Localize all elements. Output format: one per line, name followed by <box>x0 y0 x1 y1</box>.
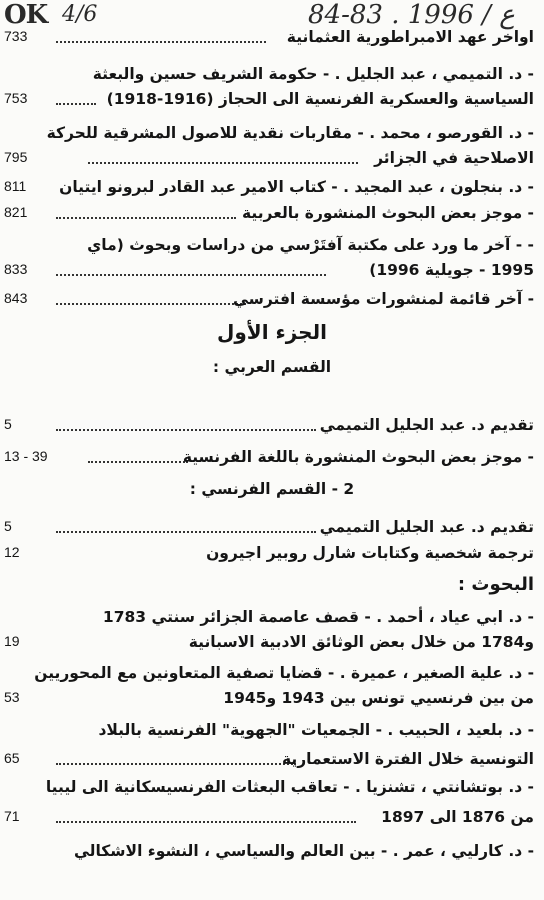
dot-leader <box>56 749 296 765</box>
toc-entry <box>0 774 544 798</box>
toc-entry <box>0 444 544 468</box>
dot-leader <box>88 447 188 463</box>
dot-leader <box>56 260 326 276</box>
research-heading-row <box>0 572 544 596</box>
toc-entry <box>0 804 544 828</box>
page-number: 53 <box>4 689 20 705</box>
page-number: 5 <box>4 416 12 432</box>
toc-entry <box>0 717 544 741</box>
page-number: 811 <box>4 178 27 194</box>
entry-text: من بين فرنسيي تونس بين 1943 و1945 <box>223 689 534 707</box>
entry-text: الاصلاحية في الجزائر <box>374 149 534 167</box>
handwritten-fraction: 4/6 <box>62 2 98 27</box>
dot-leader <box>56 289 246 305</box>
page-number: 753 <box>4 90 28 106</box>
page-number: 5 <box>4 518 12 534</box>
entry-text: - د. التميمي ، عبد الجليل . - حكومة الشريف حسين والبعثة <box>92 65 534 83</box>
entry-text: - موجز بعض البحوث المنشورة بالعربية <box>242 204 534 222</box>
entry-text: - د. بنجلون ، عبد المجيد . - كتاب الامير عبد القادر لبرونو ايتيان <box>59 178 534 196</box>
entry-text: تقديم د. عبد الجليل التميمي <box>319 518 534 536</box>
entry-text: السياسية والعسكرية الفرنسية الى الحجاز (1916-1918) <box>106 90 534 108</box>
toc-entry <box>0 629 544 653</box>
page-number: 12 <box>4 544 20 560</box>
handwritten-catalog-code: 84-83 . ع / 1996 <box>308 0 515 30</box>
toc-entry <box>0 746 544 770</box>
page-number: 733 <box>4 28 28 44</box>
page-number: 65 <box>4 750 20 766</box>
toc-entry <box>0 145 544 169</box>
entry-text: - د. ابي عياد ، أحمد . - قصف عاصمة الجزائر سنتي 1783 <box>102 608 534 626</box>
entry-text: - د. بوتشانتي ، تشنزيا . - تعاقب البعثات الفرنسيسكانية الى ليبيا <box>45 778 534 796</box>
toc-entry <box>0 232 544 256</box>
page-number: 833 <box>4 261 28 277</box>
section-title-arabic: القسم العربي : <box>212 358 332 376</box>
entry-text: ترجمة شخصية وكتابات شارل روبير اجيرون <box>206 544 534 562</box>
entry-text: - آخر قائمة لمنشورات مؤسسة افترسي <box>232 290 534 308</box>
entry-text: اواخر عهد الامبراطورية العثمانية <box>286 28 534 46</box>
toc-entry <box>0 61 544 85</box>
section-title-french: 2 - القسم الفرنسي : <box>189 480 355 498</box>
dot-leader <box>56 89 96 105</box>
dot-leader <box>56 807 356 823</box>
toc-entry <box>0 412 544 436</box>
page-number: 71 <box>4 808 20 824</box>
dot-leader <box>56 27 266 43</box>
entry-text: من 1876 الى 1897 <box>381 808 534 826</box>
handwritten-ok-mark: OK <box>4 0 48 30</box>
toc-entry <box>0 838 544 862</box>
toc-entry <box>0 257 544 281</box>
toc-entry <box>0 86 544 110</box>
entry-text: - د. القورصو ، محمد . - مقاربات نقدية للاصول المشرقية للحركة <box>46 124 534 142</box>
page-number: 19 <box>4 633 20 649</box>
dot-leader <box>56 415 316 431</box>
toc-entry <box>0 200 544 224</box>
entry-text: - د. كارليي ، عمر . - بين العالم والسياسي ، النشوء الاشكالي <box>73 842 534 860</box>
entry-text: التونسية خلال الفترة الاستعمارية <box>281 750 534 768</box>
entry-text: - د. علية الصغير ، عميرة . - قضايا تصفية المتعاونين مع المحوريين <box>34 664 534 682</box>
page-number: 13 - 39 <box>4 448 48 464</box>
dot-leader <box>56 203 236 219</box>
toc-entry <box>0 120 544 144</box>
dot-leader <box>56 517 316 533</box>
entry-text: - د. بلعيد ، الحبيب . - الجمعيات "الجهوية" الفرنسية بالبلاد <box>98 721 534 739</box>
toc-entry <box>0 286 544 310</box>
page-number: 821 <box>4 204 28 220</box>
page-number: 843 <box>4 290 28 306</box>
toc-entry <box>0 514 544 538</box>
toc-entry <box>0 685 544 709</box>
entry-text: - موجز بعض البحوث المنشورة باللغة الفرنسية <box>182 448 534 466</box>
entry-text: - - آخر ما ورد على مكتبة آفتَرْسي من دراسات وبحوث (ماي <box>87 236 534 254</box>
part-title: الجزء الأول <box>217 320 327 344</box>
entry-text: 1995 - جويلية 1996) <box>369 261 534 279</box>
dot-leader <box>88 148 358 164</box>
toc-entry <box>0 174 544 198</box>
entry-text: و1784 من خلال بعض الوثائق الادبية الاسبانية <box>188 633 534 651</box>
toc-entry <box>0 540 544 564</box>
toc-entry <box>0 660 544 684</box>
research-heading: البحوث : <box>457 574 534 595</box>
toc-entry <box>0 24 544 48</box>
entry-text: تقديم د. عبد الجليل التميمي <box>319 416 534 434</box>
page-number: 795 <box>4 149 28 165</box>
toc-entry <box>0 604 544 628</box>
